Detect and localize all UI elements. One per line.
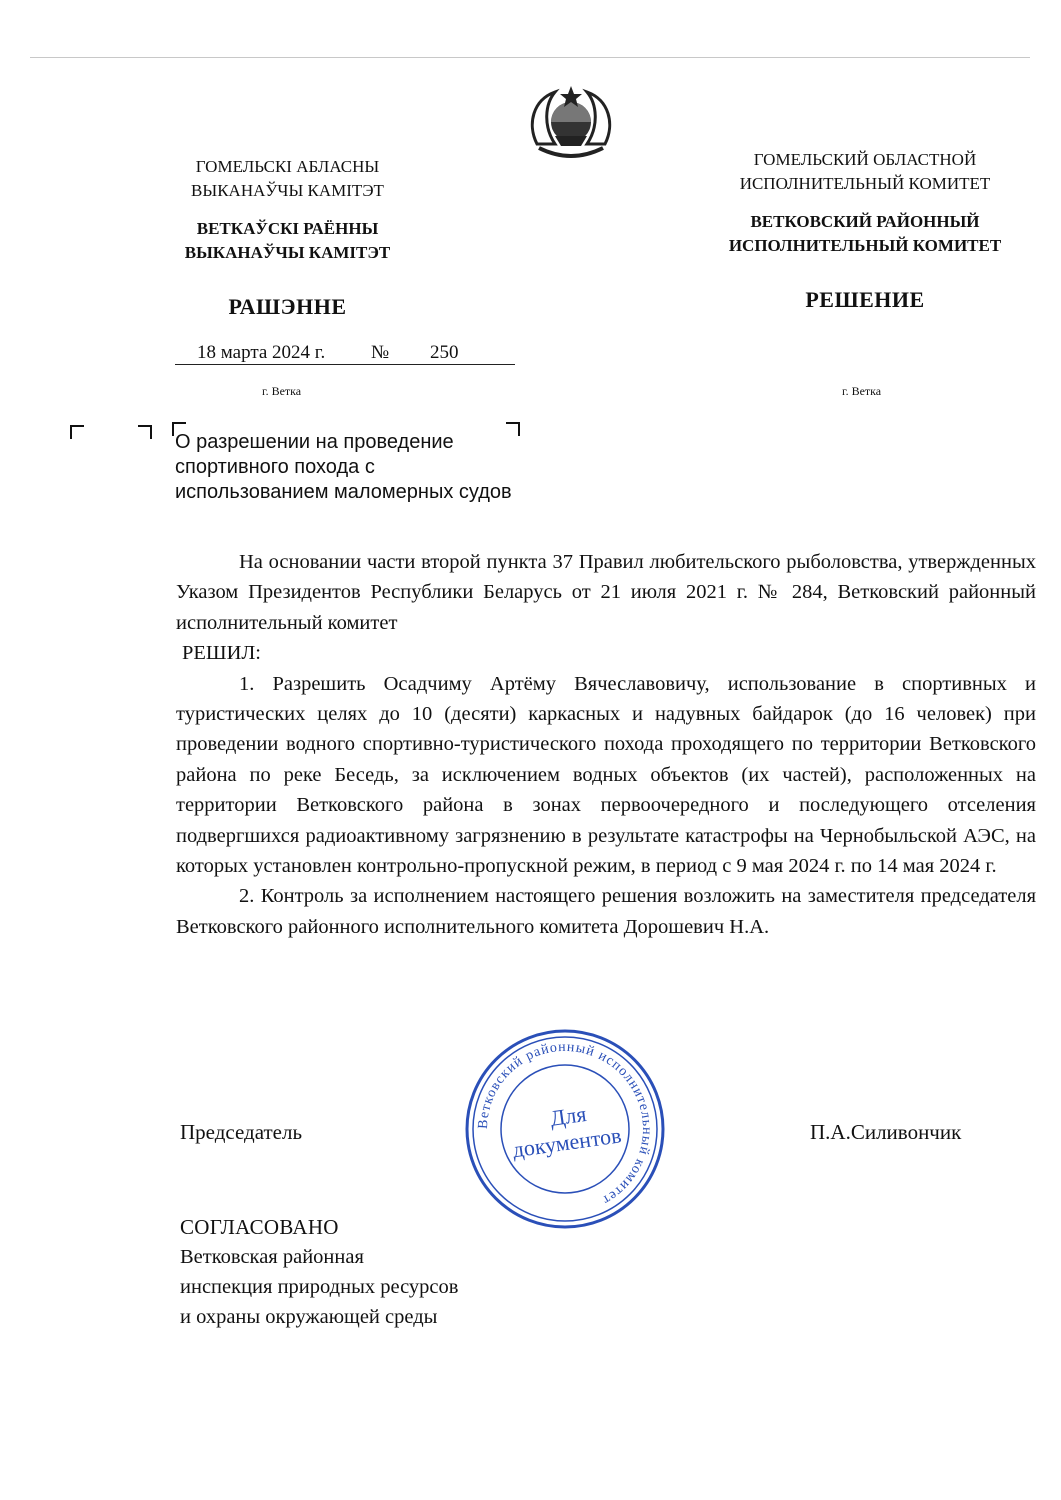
approval-line: инспекция природных ресурсов [180,1276,459,1298]
org-name-by: ГОМЕЛЬСКI АБЛАСНЫ ВЫКАНАЎЧЫ КАМIТЭТ [191,157,384,200]
number-sign: № [371,342,390,363]
bracket-mark [70,425,84,439]
city-left: г. Ветка [262,384,302,398]
approval-line: и охраны окружающей среды [180,1306,438,1328]
preamble-paragraph: На основании части второй пункта 37 Правил любительского рыболовства, утвержденных Указом Президентов Республики Беларусь от 21 июля 2021 г. № 284, Ветковский районный исполнительный комитет [176,551,1036,634]
stamp-ring-text: Ветковский районный исполнительный комитет [475,1039,655,1208]
stamp-center-line-2: документов [510,1122,623,1163]
signatory-title: Председатель [180,1120,303,1144]
approval-block [180,1212,458,1332]
document-subject: О разрешении на проведение спортивного похода с использованием маломерных судов [175,431,512,503]
underline [175,364,515,365]
state-emblem-icon [525,84,617,162]
signatory-name: П.А.Силивончик [810,1120,962,1144]
org-name-ru: ГОМЕЛЬСКИЙ ОБЛАСТНОЙ ИСПОЛНИТЕЛЬНЫЙ КОМИТЕТ [739,150,991,193]
date-number-line [175,342,515,370]
doc-type-by: РАШЭННЕ [228,294,347,319]
top-scan-rule [30,57,1030,58]
approval-line: Ветковская районная [180,1246,364,1268]
doc-type-ru: РЕШЕНИЕ [805,287,925,312]
item-2-paragraph: 2. Контроль за исполнением настоящего решения возложить на заместителя председателя Ветковского районного исполнительного комитета Дорошевич Н.А. [176,885,1036,938]
city-right: г. Ветка [842,384,882,398]
item-1-paragraph: 1. Разрешить Осадчиму Артёму Вячеславовичу, использование в спортивных и туристических целях до 10 (десяти) каркасных и надувных байдарок (до 16 человек) при проведении водного спортивно-туристического похода проходящего по территории Ветковского района по реке Беседь, за исключением водных объектов (их частей), расположенных на территории Ветковского района в зонах первоочередного и последующего отселения подвергшихся радиоактивному загрязнению в результате катастрофы на Чернобыльской АЭС, на которых установлен контрольно-пропускной режим, в период с 9 мая 2024 г. по 14 мая 2024 г. [176,672,1036,878]
dept-name-ru: ВЕТКОВСКИЙ РАЙОННЫЙ ИСПОЛНИТЕЛЬНЫЙ КОМИТЕТ [728,212,1002,255]
document-date: 18 марта 2024 г. [197,342,326,363]
decided-label: РЕШИЛ: [182,642,262,665]
official-stamp [462,1026,668,1232]
dept-name-by: ВЕТКАЎСКI РАЁННЫ ВЫКАНАЎЧЫ КАМIТЭТ [184,219,391,262]
bracket-mark [138,425,152,439]
header-left [150,155,425,319]
document-body [176,547,1036,942]
header-right [690,148,1040,312]
stamp-center-line-1: Для [548,1101,588,1131]
approval-heading: СОГЛАСОВАНО [180,1215,339,1239]
document-number: 250 [430,342,459,363]
